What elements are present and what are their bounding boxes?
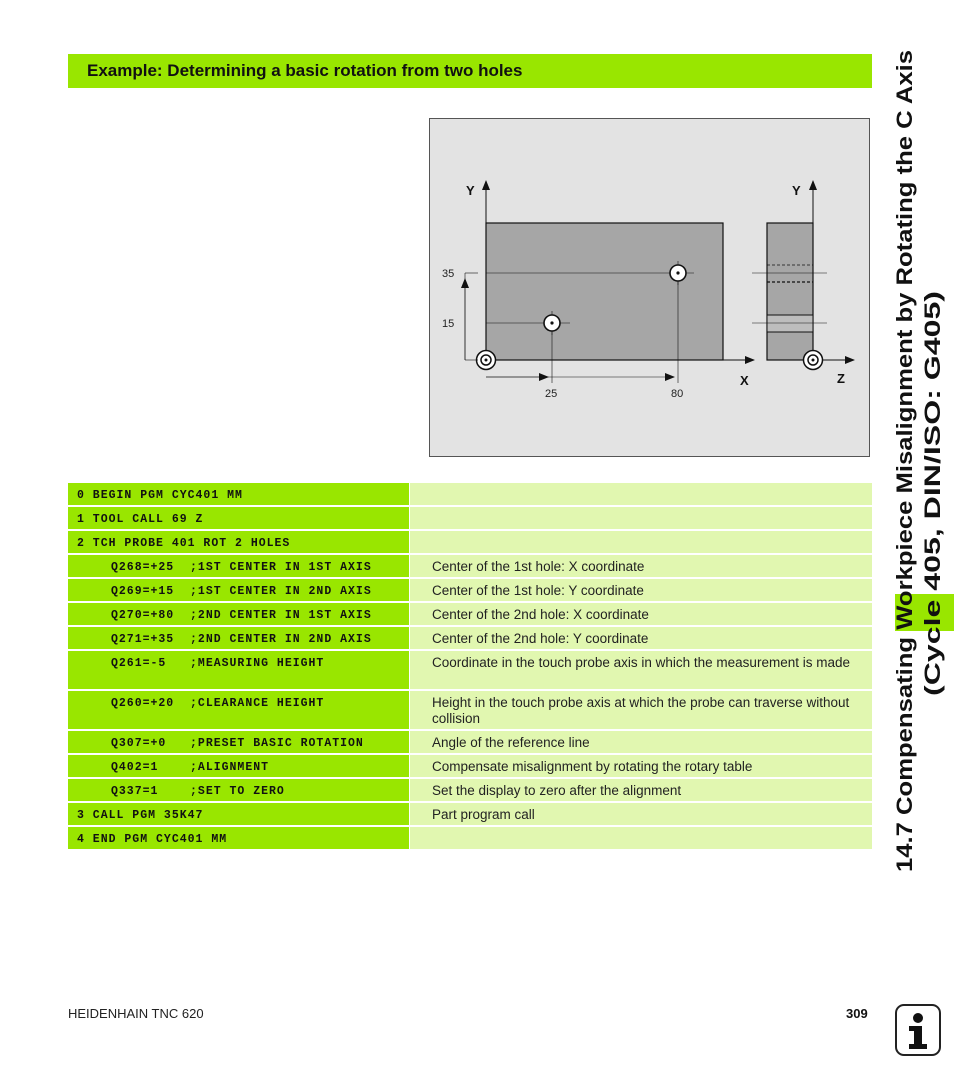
program-row [68,579,872,601]
program-row [68,603,872,625]
program-row [68,555,872,577]
side-hole-section [767,315,813,332]
program-row [68,803,872,825]
x-label: X [740,373,749,388]
nc-description: Center of the 1st hole: Y coordinate [410,579,872,601]
program-row [68,531,872,553]
side-title-line2: (Cycle 405, DIN/ISO: G405) [920,418,945,696]
nc-description: Center of the 2nd hole: Y coordinate [410,627,872,649]
nc-description [410,827,872,849]
nc-code: Q307=+0 ;PRESET BASIC ROTATION [68,731,409,753]
dim-label-15: 15 [442,318,455,330]
program-row [68,779,872,801]
program-row [68,691,872,729]
nc-code: Q402=1 ;ALIGNMENT [68,755,409,777]
nc-description [410,507,872,529]
info-glyph [897,1006,939,1054]
info-icon [895,1004,941,1056]
z-label: Z [837,371,845,386]
nc-code: 4 END PGM CYC401 MM [68,827,409,849]
nc-code: Q260=+20 ;CLEARANCE HEIGHT [68,691,409,729]
y-label-left: Y [466,183,475,198]
nc-description: Set the display to zero after the alignment [410,779,872,801]
y-label-right: Y [792,183,801,198]
dim-label-35: 35 [442,268,455,280]
section-banner [68,54,872,88]
program-row [68,507,872,529]
side-title-line1: 14.7 Compensating Workpiece Misalignment by Rotating the C Axis [892,166,917,872]
dim-label-25: 25 [545,388,558,400]
nc-description: Center of the 1st hole: X coordinate [410,555,872,577]
program-row [68,627,872,649]
nc-code: Q269=+15 ;1ST CENTER IN 2ND AXIS [68,579,409,601]
nc-description: Part program call [410,803,872,825]
program-row [68,651,872,689]
program-row [68,731,872,753]
nc-code: Q270=+80 ;2ND CENTER IN 1ST AXIS [68,603,409,625]
program-row [68,827,872,849]
nc-description [410,483,872,505]
section-title: Example: Determining a basic rotation from two holes [87,61,523,80]
program-row [68,755,872,777]
workpiece-side-view [767,223,813,360]
nc-description: Center of the 2nd hole: X coordinate [410,603,872,625]
chapter-tab [895,594,954,631]
manual-name: HEIDENHAIN TNC 620 [68,1006,204,1021]
nc-description: Compensate misalignment by rotating the rotary table [410,755,872,777]
program-listing [68,483,872,851]
datum-symbol-front [477,351,496,370]
nc-code: 2 TCH PROBE 401 ROT 2 HOLES [68,531,409,553]
nc-code: Q337=1 ;SET TO ZERO [68,779,409,801]
nc-code: Q271=+35 ;2ND CENTER IN 2ND AXIS [68,627,409,649]
workpiece-front-view [486,223,723,360]
drawing-svg [430,119,869,456]
page-number: 309 [846,1006,868,1021]
technical-drawing [429,118,870,457]
nc-code: Q261=-5 ;MEASURING HEIGHT [68,651,409,689]
program-row [68,483,872,505]
nc-description: Coordinate in the touch probe axis in which the measurement is made [410,651,872,689]
nc-code: 0 BEGIN PGM CYC401 MM [68,483,409,505]
dim-label-80: 80 [671,388,684,400]
datum-symbol-side [804,351,823,370]
nc-code: 3 CALL PGM 35K47 [68,803,409,825]
nc-description: Angle of the reference line [410,731,872,753]
nc-description: Height in the touch probe axis at which the probe can traverse without collision [410,691,872,729]
nc-code: Q268=+25 ;1ST CENTER IN 1ST AXIS [68,555,409,577]
nc-code: 1 TOOL CALL 69 Z [68,507,409,529]
nc-description [410,531,872,553]
